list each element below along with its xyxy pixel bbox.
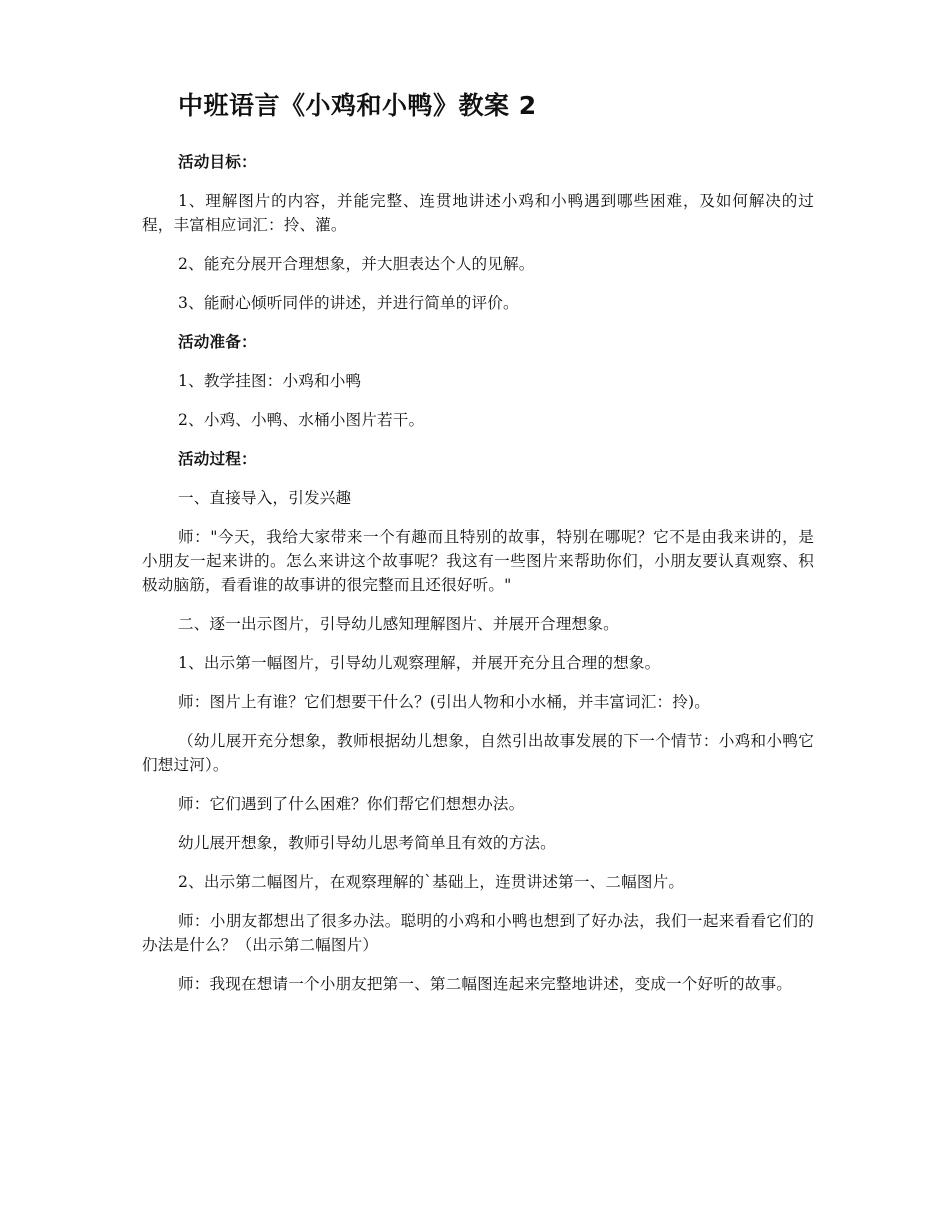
teacher-note-1: （幼儿展开充分想象，教师根据幼儿想象，自然引出故事发展的下一个情节：小鸡和小鸭它们想过河）。 [142, 732, 814, 774]
preparation-item-2: 2、小鸡、小鸭、水桶小图片若干。 [178, 411, 425, 429]
teacher-question-1: 师：图片上有谁？它们想要干什么？(引出人物和小水桶，并丰富词汇：拎)。 [178, 693, 711, 711]
teacher-dialogue-2: 师：小朋友都想出了很多办法。聪明的小鸡和小鸭也想到了好办法，我们一起来看看它们的办法是什么？（出示第二幅图片） [142, 912, 814, 954]
section-heading-process: 活动过程： [178, 450, 257, 468]
goal-item-2: 2、能充分展开合理想象，并大胆表达个人的见解。 [178, 255, 535, 273]
process-substep-2: 2、出示第二幅图片，在观察理解的`基础上，连贯讲述第一、二幅图片。 [178, 873, 685, 891]
document-title: 中班语言《小鸡和小鸭》教案 2 [178, 91, 537, 120]
section-heading-goals: 活动目标： [178, 153, 257, 171]
teacher-note-2: 幼儿展开想象，教师引导幼儿思考简单且有效的方法。 [178, 834, 556, 852]
process-step-1: 一、直接导入，引发兴趣 [178, 489, 352, 507]
goal-item-1: 1、理解图片的内容，并能完整、连贯地讲述小鸡和小鸭遇到哪些困难，及如何解决的过程，丰富相应词汇：拎、灌。 [142, 192, 814, 234]
preparation-item-1: 1、教学挂图：小鸡和小鸭 [178, 372, 362, 390]
process-substep-1: 1、出示第一幅图片，引导幼儿观察理解，并展开充分且合理的想象。 [178, 654, 661, 672]
teacher-question-2: 师：它们遇到了什么困难？你们帮它们想想办法。 [178, 795, 525, 813]
section-heading-preparation: 活动准备： [178, 333, 257, 351]
teacher-dialogue-3: 师：我现在想请一个小朋友把第一、第二幅图连起来完整地讲述，变成一个好听的故事。 [178, 975, 793, 993]
goal-item-3: 3、能耐心倾听同伴的讲述，并进行简单的评价。 [178, 294, 519, 312]
teacher-dialogue-intro: 师："今天，我给大家带来一个有趣而且特别的故事，特别在哪呢？它不是由我来讲的，是小朋友一起来讲的。怎么来讲这个故事呢？我这有一些图片来帮助你们，小朋友要认真观察、积极动脑筋，看看谁的故事讲的很完整而且还很好听。" [142, 528, 814, 594]
document-body [142, 150, 814, 1011]
process-step-2: 二、逐一出示图片，引导幼儿感知理解图片、并展开合理想象。 [178, 615, 619, 633]
